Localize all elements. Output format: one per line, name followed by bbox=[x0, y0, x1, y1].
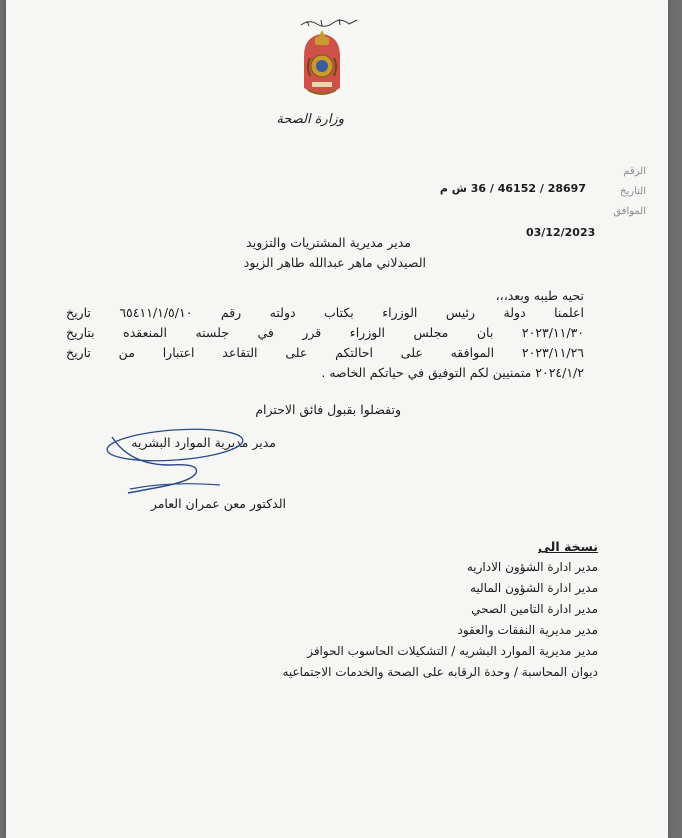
copy-recipient: مدير مديرية النفقات والعقود bbox=[457, 623, 598, 637]
copy-recipient: مدير ادارة الشؤون الاداريه bbox=[466, 560, 598, 574]
date-label: التاريخ bbox=[620, 186, 646, 197]
letter-date: 03/12/2023 bbox=[526, 226, 596, 239]
handwritten-signature bbox=[100, 425, 290, 505]
body-line: ٢٠٢٤/١/٢ متمنيين لكم التوفيق في حياتكم الخاصه . bbox=[321, 365, 584, 380]
jordan-coat-of-arms-icon bbox=[300, 28, 344, 106]
recipient-name: الصيدلاني ماهر عبدالله طاهر الزيود bbox=[243, 255, 426, 270]
copies-heading: نسخة الى bbox=[538, 539, 598, 554]
basmala-mark bbox=[299, 14, 359, 28]
closing-line: وتفضلوا بقبول فائق الاحترام bbox=[255, 402, 401, 417]
body-line: ٢٠٢٣/١١/٣٠ بان مجلس الوزراء قرر في جلسته المنعقده بتاريخ bbox=[66, 325, 584, 340]
body-line: اعلمنا دولة رئيس الوزراء بكتاب دولته رقم ٦٥٤١١/١/٥/١٠ تاريخ bbox=[66, 305, 584, 320]
signatory-name: الدكتور معن عمران العامر bbox=[150, 496, 286, 511]
ref-label: الرقم bbox=[623, 166, 646, 177]
signatory-title: مدير مديرية الموارد البشريه bbox=[131, 435, 276, 450]
recipient-title: مدير مديرية المشتريات والتزويد bbox=[246, 235, 411, 250]
reference-number: 28697 / 46152 / 36 ش م bbox=[439, 182, 586, 195]
copy-recipient: ديوان المحاسبة / وحدة الرقابه على الصحة والخدمات الاجتماعيه bbox=[282, 665, 598, 679]
copy-recipient: مدير ادارة التامين الصحي bbox=[471, 602, 598, 616]
ministry-name: وزارة الصحة bbox=[276, 112, 344, 127]
copy-recipient: مدير ادارة الشؤون الماليه bbox=[469, 581, 598, 595]
letter-page bbox=[6, 0, 668, 838]
greeting: تحيه طيبه وبعد،،، bbox=[495, 288, 584, 303]
corresponding-label: الموافق bbox=[613, 206, 646, 217]
body-line: ٢٠٢٣/١١/٢٦ الموافقه على احالتكم على التقاعد اعتبارا من تاريخ bbox=[66, 345, 584, 360]
copy-recipient: مدير مديرية الموارد البشريه / التشكيلات الحاسوب الحوافز bbox=[307, 644, 598, 658]
